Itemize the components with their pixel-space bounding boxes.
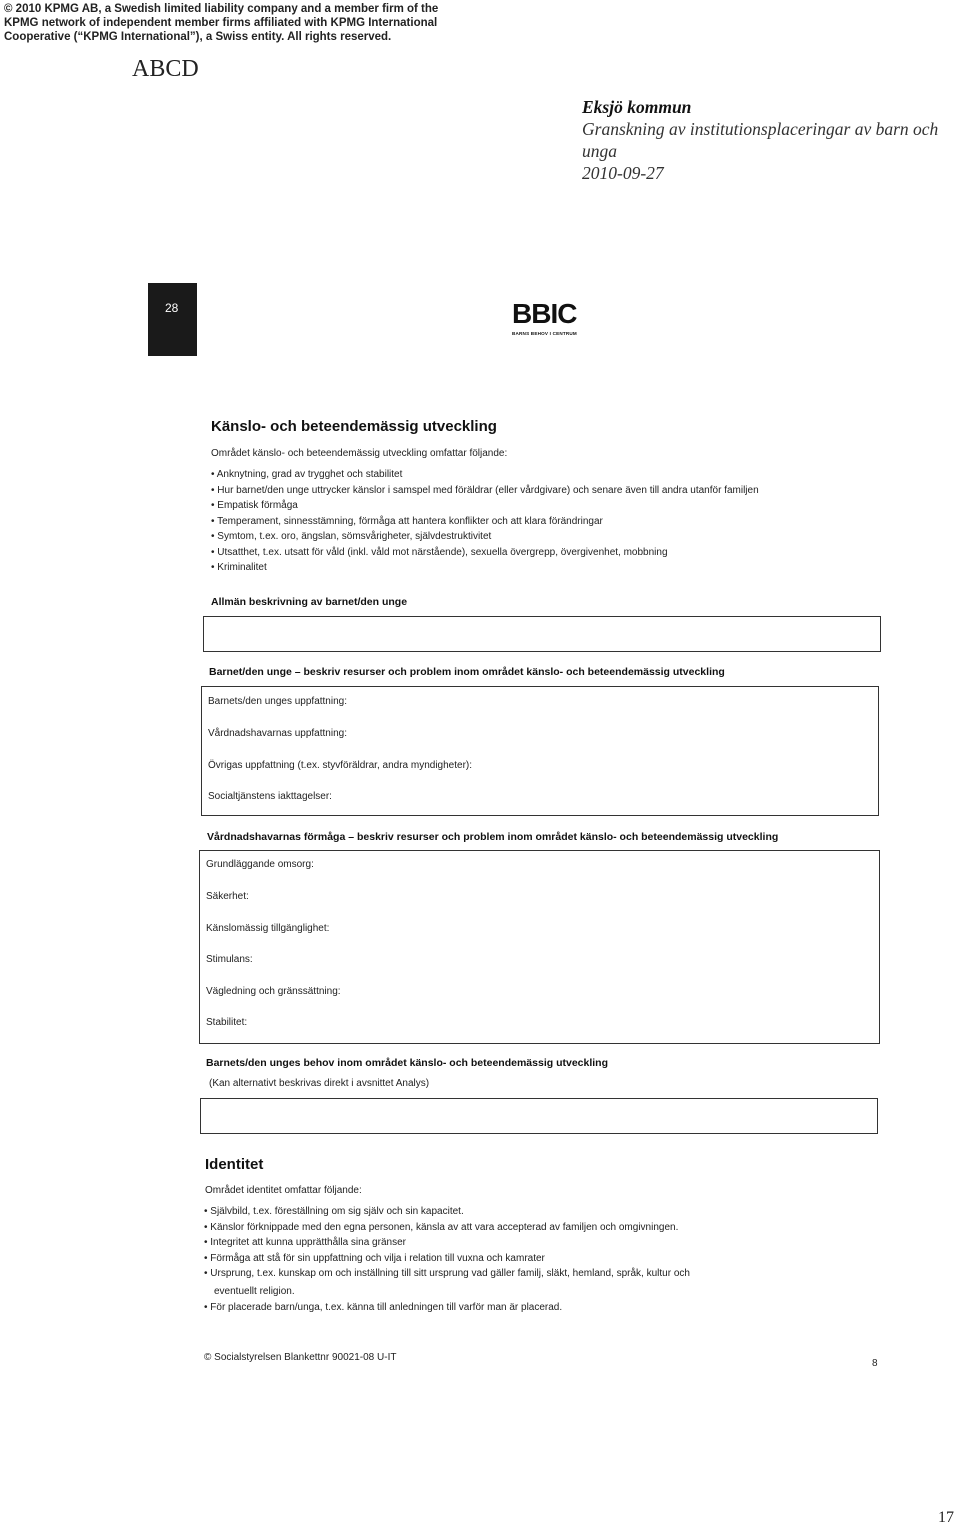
needs-note: (Kan alternativt beskrivas direkt i avsnittet Analys) [209,1078,430,1089]
identity-title: Identitet [205,1156,264,1173]
list-item: • Självbild, t.ex. föreställning om sig själv och sin kapacitet. [204,1204,690,1220]
form-field-label: Barnets/den unges uppfattning: [208,696,347,707]
bbic-logo-tagline: BARNS BEHOV I CENTRUM [512,331,577,336]
needs-heading: Barnets/den unges behov inom området känslo- och beteendemässig utveckling [206,1057,609,1069]
copyright-notice [4,2,444,44]
guardian-capacity-box[interactable] [199,850,880,1044]
list-item: • Anknytning, grad av trygghet och stabilitet [211,467,759,483]
general-description-box[interactable] [203,616,881,652]
form-field-label: Stimulans: [206,954,253,965]
needs-box[interactable] [200,1098,878,1134]
child-resources-heading: Barnet/den unge – beskriv resurser och problem inom området känslo- och beteendemässig utveckling [209,666,725,678]
report-page-number: 17 [938,1509,954,1526]
copyright-line: Cooperative (“KPMG International”), a Swiss entity. All rights reserved. [4,31,392,43]
organization-name: Eksjö kommun [582,97,692,117]
list-item: • Kriminalitet [211,560,759,576]
identity-intro: Området identitet omfattar följande: [205,1185,362,1196]
list-item: • Ursprung, t.ex. kunskap om och inställning till sitt ursprung vad gäller familj, släkt, hemland, språk, kultur och [204,1266,690,1282]
list-item: • Utsatthet, t.ex. utsatt för våld (inkl. våld mot närstående), sexuella övergrepp, övergivenhet, mobbning [211,545,759,561]
form-footer: © Socialstyrelsen Blankettnr 90021-08 U-IT [204,1352,397,1363]
form-field-label: Känslomässig tillgänglighet: [206,923,330,934]
bbic-logo [512,300,596,344]
child-resources-box[interactable] [201,686,879,816]
form-field-label: Stabilitet: [206,1017,248,1028]
page-number-tab-label: 28 [165,301,179,315]
form-field-label: Övrigas uppfattning (t.ex. styvföräldrar, andra myndigheter): [208,760,473,771]
copyright-line: © 2010 KPMG AB, a Swedish limited liability company and a member firm of the [4,3,439,15]
form-page-number: 8 [872,1358,878,1369]
identity-bullet-list [204,1204,690,1282]
form-field-label: Grundläggande omsorg: [206,859,314,870]
general-description-heading: Allmän beskrivning av barnet/den unge [211,596,408,608]
list-item: • Förmåga att stå för sin uppfattning och vilja i relation till vuxna och kamrater [204,1251,690,1267]
document-subtitle: Granskning av institutionsplaceringar av barn och [582,119,939,139]
list-item: • För placerade barn/unga, t.ex. känna till anledningen till varför man är placerad. [204,1300,562,1316]
document-subtitle: unga [582,141,617,161]
page-number-tab [148,283,197,356]
list-item: • Känslor förknippade med den egna personen, känsla av att vara accepterad av familjen och omgivningen. [204,1220,690,1236]
list-item: • Integritet att kunna upprätthålla sina gränser [204,1235,690,1251]
list-item: • Empatisk förmåga [211,498,759,514]
section-bullet-list [211,467,759,576]
identity-bullet-list-end [204,1300,562,1316]
list-item: • Symtom, t.ex. oro, ängslan, sömsvårigheter, självdestruktivitet [211,529,759,545]
document-date: 2010-09-27 [582,163,664,183]
guardian-capacity-heading: Vårdnadshavarnas förmåga – beskriv resurser och problem inom området känslo- och beteendemässig utveckling [207,831,779,843]
section-intro: Området känslo- och beteendemässig utveckling omfattar följande: [211,448,508,459]
brand-logo-text: ABCD [132,56,199,82]
bbic-logo-letters: BBIC [512,298,577,329]
list-item: • Temperament, sinnesstämning, förmåga att hantera konflikter och att klara förändringar [211,514,759,530]
copyright-line: KPMG network of independent member firms affiliated with KPMG International [4,17,438,29]
form-field-label: Vägledning och gränssättning: [206,986,341,997]
document-header [582,96,942,184]
list-item-continuation: eventuellt religion. [214,1286,295,1297]
section-title: Känslo- och beteendemässig utveckling [211,418,497,435]
form-field-label: Säkerhet: [206,891,249,902]
form-field-label: Socialtjänstens iakttagelser: [208,791,332,802]
form-field-label: Vårdnadshavarnas uppfattning: [208,728,347,739]
list-item: • Hur barnet/den unge uttrycker känslor i samspel med föräldrar (eller vårdgivare) och senare även till andra utanför familjen [211,483,759,499]
